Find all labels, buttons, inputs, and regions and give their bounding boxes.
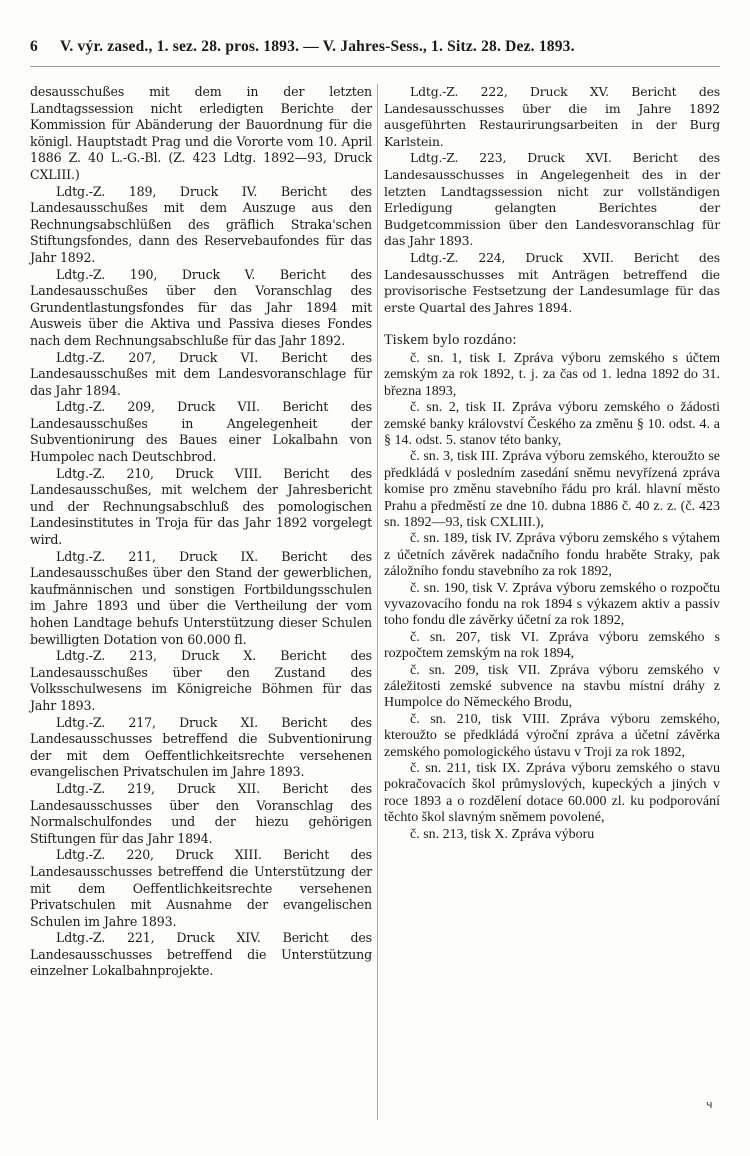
- paragraph: Ldtg.-Z. 217, Druck XI. Bericht des Landesausschusses betreffend die Subventionirung der mit dem Oeffentlichkeitsrechte versehenen evangelischen Privatschulen im Jahre 1893.: [30, 714, 372, 780]
- page-number: 6: [30, 38, 38, 55]
- paragraph: Ldtg.-Z. 213, Druck X. Bericht des Landesausschußes über den Zustand des Volksschulwesens im Königreiche Böhmen für das Jahr 1893.: [30, 648, 372, 713]
- paragraph: Ldtg.-Z. 220, Druck XIII. Bericht des Landesausschusses betreffend die Unterstützung der mit dem Oeffentlichkeitsrechte versehenen Privatschulen mit Ausnahme der evangelischen Schulen im Jahre 1893.: [30, 847, 372, 929]
- paragraph: Ldtg.-Z. 189, Druck IV. Bericht des Landesausschußes mit dem Auszuge aus den Rechnungsabschlüßen des gräflich Straka'schen Stiftungsfondes, dann des Reservebaufondes für das Jahr 1892.: [30, 183, 372, 265]
- paragraph: Ldtg.-Z. 224, Druck XVII. Bericht des Landesausschusses mit Anträgen betreffend die provisorische Festsetzung der Landesumlage für das erste Quartal des Jahres 1894.: [384, 249, 720, 315]
- paragraph: č. sn. 210, tisk VIII. Zpráva výboru zemského, kteroužto se předkládá výroční zpráva a účetní závěrka zemského pomologického ústavu v Troji za rok 1892,: [384, 711, 720, 760]
- header-rule: [30, 66, 720, 67]
- paragraph: Ldtg.-Z. 190, Druck V. Bericht des Landesausschußes über den Voranschlag des Grundentlastungsfondes für das Jahr 1894 mit Ausweis über die Aktiva und Passiva dieses Fondes nach dem Rechnungsabschluße für das Jahr 1892.: [30, 266, 372, 348]
- paragraph: č. sn. 211, tisk IX. Zpráva výboru zemského o stavu pokračovacích škol průmyslových, kupeckých a jiných v roce 1893 a o rozdělení dotace 60.000 zl. ku podporování těchto škol slavným sněmem povolené,: [384, 761, 720, 826]
- paragraph: Ldtg.-Z. 211, Druck IX. Bericht des Landesausschußes über den Stand der gewerblichen, kaufmännischen und sonstigen Fortbildungsschulen im Jahre 1893 und über die Vertheilung der vom hohen Landtage behufs Unterstützung dieser Schulen bewilligten Dotation von 60.000 fl.: [30, 548, 372, 647]
- paragraph: č. sn. 190, tisk V. Zpráva výboru zemského o rozpočtu vyvazovacího fondu na rok 1894 s výkazem aktiv a passiv toho fondu dle závěrky účetní za rok 1892,: [384, 580, 720, 629]
- paragraph: č. sn. 213, tisk X. Zpráva výboru: [410, 826, 595, 842]
- left-column: [30, 84, 372, 980]
- paragraph: Ldtg.-Z. 223, Druck XVI. Bericht des Landesausschusses in Angelegenheit des in der letzten Landtagssession nicht zur vollständigen Erledigung gelangten Berichtes der Budgetcommission über den Landesvoranschlag für das Jahr 1893.: [384, 150, 720, 249]
- header-title: V. výr. zased., 1. sez. 28. pros. 1893. — V. Jahres-Sess., 1. Sitz. 28. Dez. 1893.: [60, 38, 575, 55]
- right-column: [384, 84, 720, 843]
- paragraph: Ldtg.-Z. 221, Druck XIV. Bericht des Landesausschusses betreffend die Unterstützung einzelner Lokalbahnprojekte.: [30, 930, 372, 979]
- paragraph: Ldtg.-Z. 219, Druck XII. Bericht des Landesausschusses über den Voranschlag des Normalschulfondes und der hiezu gehörigen Stiftungen für das Jahr 1894.: [30, 780, 372, 846]
- paragraph: Ldtg.-Z. 222, Druck XV. Bericht des Landesausschusses über die im Jahre 1892 ausgeführten Restaurirungsarbeiten in der Burg Karlstein.: [384, 84, 720, 149]
- paragraph: č. sn. 207, tisk VI. Zpráva výboru zemského s rozpočtem zemským na rok 1894,: [384, 629, 720, 662]
- paragraph: č. sn. 1, tisk I. Zpráva výboru zemského s účtem zemským za rok 1892, t. j. za čas od 1. ledna 1892 do 31. března 1893,: [384, 350, 720, 399]
- paragraph: desausschußes mit dem in der letzten Landtagssession nicht erledigten Berichte der Kommission für Abänderung der Bauordnung für die königl. Hauptstadt Prag und die Vororte vom 10. April 1886 Z. 40 L.-G.-Bl. (Z. 423 Ldtg. 1892—93, Druck CXLIII.): [30, 84, 372, 182]
- paragraph: Ldtg.-Z. 210, Druck VIII. Bericht des Landesausschußes, mit welchem der Jahresbericht und der Rechnungsabschluß des pomologischen Landesinstitutes in Troja für das Jahr 1892 vorgelegt wird.: [30, 465, 372, 548]
- paragraph: Ldtg.-Z. 209, Druck VII. Bericht des Landesausschußes in Angelegenheit der Subventionirung des Baues einer Lokalbahn von Humpolec nach Deutschbrod.: [30, 399, 372, 465]
- corner-mark: ч: [706, 1098, 713, 1111]
- paragraph: č. sn. 2, tisk II. Zpráva výboru zemského o žádosti zemské banky království Českého za změnu § 10. odst. 4. a § 14. odst. 5. stanov této banky,: [384, 400, 720, 448]
- paragraph: č. sn. 3, tisk III. Zpráva výboru zemského, kteroužto se předkládá v posledním zasedání sněmu nevyřízená zpráva komise pro změnu stavebního řádu pro král. hlavní město Prahu a předměstí ze dne 10. dubna 1886 č. 40 z. z. (č. 423 sn. 1892—93, tisk CXLIII.),: [384, 449, 720, 530]
- paragraph: Ldtg.-Z. 207, Druck VI. Bericht des Landesausschußes mit dem Landesvoranschlage für das Jahr 1894.: [30, 349, 372, 398]
- column-divider: [377, 84, 378, 1120]
- page-header: [30, 38, 720, 60]
- paragraph: č. sn. 209, tisk VII. Zpráva výboru zemského v záležitosti zemské subvence na stavbu místní dráhy z Humpolce do Německého Brodu,: [384, 662, 720, 711]
- paragraph: č. sn. 189, tisk IV. Zpráva výboru zemského s výtahem z účetních závěrek nadačního fondu hraběte Straky, pak záložního fondu stavebního za rok 1892,: [384, 531, 720, 580]
- section-heading: Tiskem bylo rozdáno:: [384, 332, 517, 349]
